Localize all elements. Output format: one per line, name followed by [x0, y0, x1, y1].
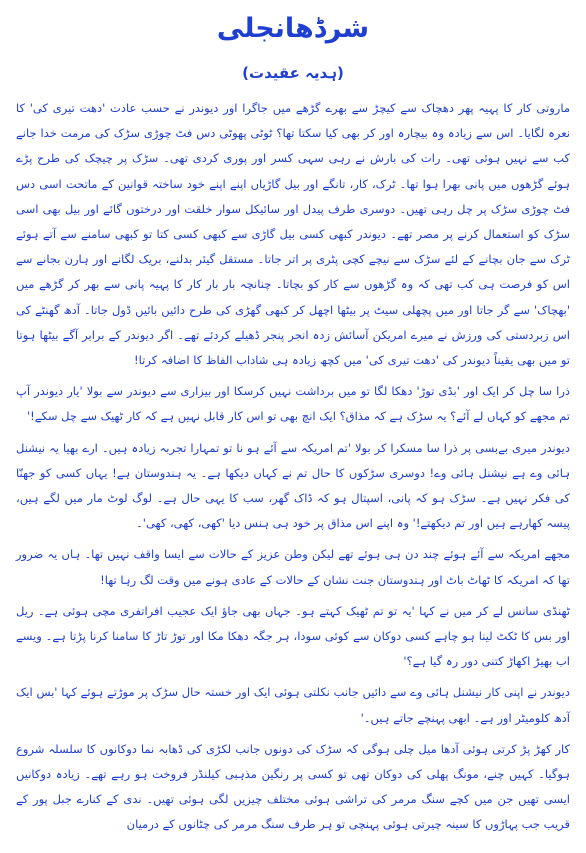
- paragraph-3: دیوندر میری بےبسی پر ذرا سا مسکرا کر بولا 'تم امریکہ سے آئے ہو نا تو تمہارا تجربہ زیادہ ہیں۔ ارے بھیا یہ نیشنل ہائی وے ہے نیشنل ہائی وے! دوسری سڑکوں کا حال تم نے کہاں دیکھا ہے۔ یہ ہندوستان ہے! یہاں کسی کو جھنّا کی فکر نہیں ہے۔ سڑک ہو کہ پانی، اسپتال ہو کہ ڈاک گھر، سب کا یہی حال ہے۔ لوگ لوٹ مار میں لگے ہیں، پیسہ کھارہے ہیں اور تم دیکھتے!' وہ اپنے اس مذاق پر خود ہی ہنس دیا 'کھی، کھی، کھی'۔: [16, 440, 570, 531]
- paragraph-2: ذرا سا چل کر ایک اور 'بڈی توڑ' دھکا لگا تو میں برداشت نہیں کرسکا اور بیزاری سے دیوندر سے بولا 'یار دیوندر آپ تم مجھے کو کہاں لے آئے؟ یہ سڑک ہے کہ مذاق؟ ایک انچ بھی تو اس کار قابل نہیں ہے کہ کار ٹھیک سے چل سکے!': [16, 384, 570, 424]
- paragraph-7: کار کھڑ پڑ کرتی ہوئی آدھا میل چلی ہوگی کہ سڑک کی دونوں جانب لکڑی کی ڈھابہ نما دوکانوں کا سلسلہ شروع ہوگیا۔ کہیں چنے، مونگ پھلی کی دوکان تھی تو کسی پر رنگین مذہبی کیلنڈر فروخت ہو رہے تھے۔ زیادہ دوکانیں ایسی تھیں جن میں کچے سنگ مرمر کی تراشی ہوئی مختلف چیزیں لگی ہوئی تھیں۔ ندی کے کنارے جبل پور کے قریب جب پہاڑوں کا سینہ چیرتی ہوئی پہنچی تو ہر طرف سنگ مرمر کی چٹانوں کے درمیان: [16, 741, 570, 832]
- article-title: شرڈھانجلی: [216, 13, 370, 44]
- paragraph-6: دیوندر نے اپنی کار نیشنل ہائی وے سے دائیں جانب نکلتی ہوئی ایک اور خستہ حال سڑک پر موڑتے ہوئے کہا 'بس ایک آدھ کلومیٹر اور ہے۔ ابھی پہنچے جاتے ہیں۔': [16, 685, 570, 725]
- paragraph-5: ٹھنڈی سانس لے کر میں نے کہا 'یہ تو تم ٹھیک کہتے ہو۔ جہاں بھی جاؤ ایک عجیب افراتفری مچی ہوئی ہے۔ ریل اور بس کا ٹکٹ لینا ہو چاہے کسی دوکان سے کوئی سودا، ہر جگہ دھکا مکا اور توڑ تاڑ کا سامنا کرنا پڑتا ہے۔ ویسے اب بھیڑ اکھاڑ کتنی دور رہ گیا ہے؟': [16, 603, 570, 669]
- paragraph-4: مجھے امریکہ سے آئے ہوئے چند دن ہی ہوئے تھے لیکن وطن عزیز کے حالات سے ایسا واقف نہیں تھا۔ ہاں یہ ضرور تھا کہ امریکہ کا ٹھاٹ باٹ اور ہندوستان جنت نشان کے حالات کے عادی ہونے میں وقت لگ رہا تھا!: [16, 547, 570, 587]
- article-subtitle: (ہدیہ عقیدت): [242, 64, 344, 82]
- paragraph-1: ماروتی کار کا پہیہ پھر دھچاک سے کیچڑ سے بھرے گڑھے میں جاگرا اور دیوندر نے حسب عادت 'دھت تیری کی' کا نعرہ لگایا۔ اس سے زیادہ وہ بیچارہ اور کر بھی کیا سکتا تھا؟ ٹوٹی پھوٹی دس فٹ چوڑی سڑک کی مرمت خدا جانے کب سے نہیں ہوئی تھی۔ رات کی بارش نے رہی سہی کسر اور پوری کردی تھی۔ سڑک پر چیچک کی طرح پڑے ہوئے گڑھوں میں پانی بھرا ہوا تھا۔ ٹرک، کار، تانگے اور بیل گاڑیاں اپنے اپنے خود ساختہ قوانین کے ماتحت اسی دس فٹ چوڑی سڑک پر چل رہی تھیں۔ دوسری طرف پیدل اور سائیکل سوار خلقت اور درختوں گائے اور بیل بھی اسی سڑک کو استعمال کرنے پر مصر تھے۔ دیوندر کبھی کسی بیل گاڑی سے کبھی کسی کتا تو کبھی سامنے سے آتے ہوئے ٹرک سے جان بچانے کے لئے سڑک سے نیچے کچی پٹری پر اتر جاتا۔ مستقل گیئر بدلنے، بریک لگانے اور ہارن بجانے سے اس کو فرصت ہی کب تھی کہ وہ گڑھوں سے کار کو بچاتا۔ چنانچہ بار بار کار کا پہیہ پانی سے بھر کر گڑھے میں 'بھچاک' سے گر جاتا اور میں پچھلی سیٹ پر بیٹھا اچھل کر کبھی گھڑی کی طرح دائیں بائیں ڈول جاتا۔ آدھ گھنٹے کی اس زبردستی کی ورزش نے میرے امریکن آسائش زدہ انجر پنجر ڈھیلے کردئے تھے۔ اگر دیوندر کے برابر آگے بیٹھا ہوتا تو میں بھی یقیناً دیوندر کی 'دھت تیری کی' میں کچھ زیادہ ہی شاداب الفاظ کا اضافہ کرتا!: [16, 101, 570, 368]
